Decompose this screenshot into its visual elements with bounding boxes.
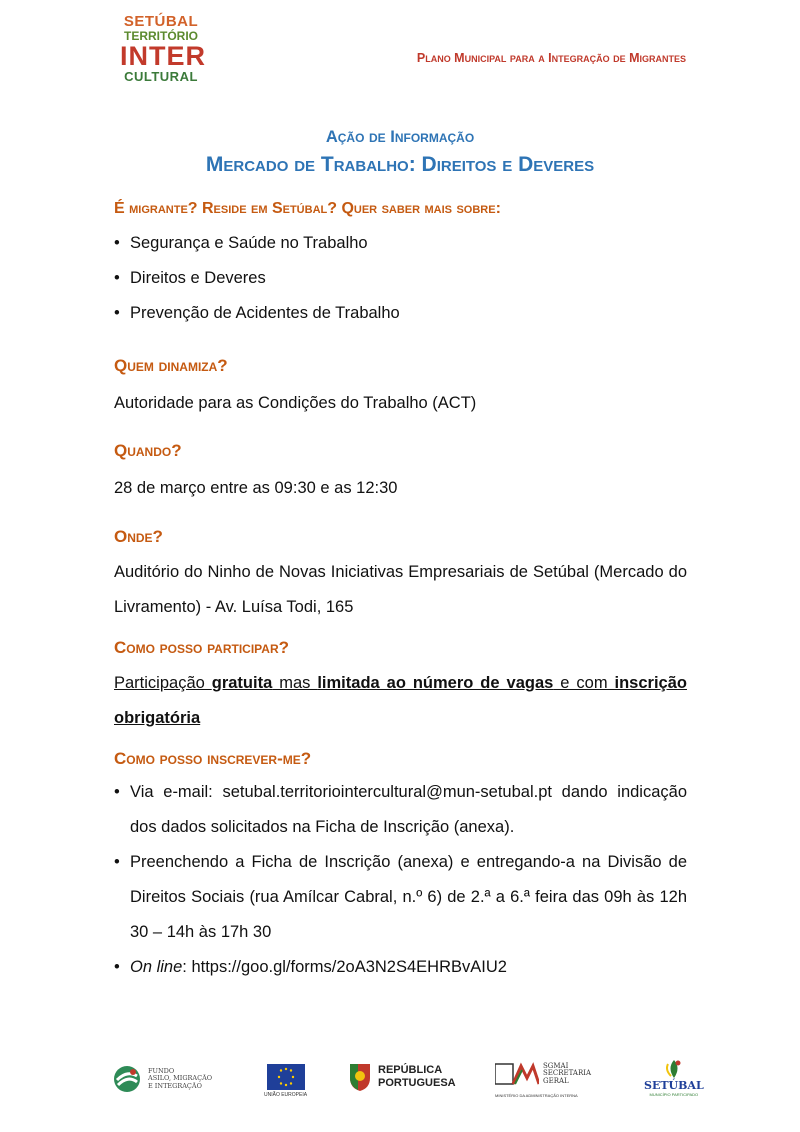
republica-line2: PORTUGUESA xyxy=(378,1077,456,1089)
setubal-municipality-logo xyxy=(644,1058,704,1097)
list-item: • Direitos e Deveres xyxy=(114,269,687,304)
sgmai-logo xyxy=(495,1061,592,1098)
logo-line4: CULTURAL xyxy=(124,69,198,84)
who-text: Autoridade para as Condições do Trabalho (ACT) xyxy=(114,394,477,412)
participate-text xyxy=(114,666,687,736)
list-item: • Segurança e Saúde no Trabalho xyxy=(114,234,687,269)
topics-list xyxy=(114,234,687,339)
eu-flag-icon xyxy=(267,1064,305,1090)
portugal-shield-icon xyxy=(348,1062,372,1092)
fami-icon xyxy=(112,1064,142,1094)
eu-logo xyxy=(264,1064,307,1098)
participate-t3: e com xyxy=(553,673,615,692)
intro-heading: É migrante? Reside em Setúbal? Quer saber mais sobre: xyxy=(114,200,501,217)
when-heading: Quando? xyxy=(114,441,182,461)
register-list xyxy=(114,775,687,985)
sgmai-line: SGMAI xyxy=(543,1061,569,1070)
sgmai-lines xyxy=(543,1063,591,1085)
sgmai-text xyxy=(543,1063,591,1085)
sgmai-line: SECRETARIA xyxy=(543,1069,592,1078)
register-heading: Como posso inscrever-me? xyxy=(114,748,312,768)
when-text: 28 de março entre as 09:30 e as 12:30 xyxy=(114,479,398,498)
fami-line: E INTEGRAÇÃO xyxy=(148,1081,202,1090)
logo-line1: SETÚBAL xyxy=(123,13,199,30)
who-heading: Quem dinamiza? xyxy=(114,356,228,375)
fami-text xyxy=(148,1068,212,1089)
list-item: • Via e-mail: setubal.territoriointercultural@mun-setubal.pt dando indicação dos dados solicitados na Ficha de Inscrição (anexa). xyxy=(114,775,687,845)
fami-line: FUNDO xyxy=(148,1067,175,1076)
participate-free: gratuita xyxy=(211,673,273,692)
main-content xyxy=(114,200,687,985)
setubal-emblem-icon xyxy=(659,1058,689,1080)
fami-line: ASILO, MIGRAÇÃO xyxy=(148,1074,213,1083)
republica-logo xyxy=(348,1062,456,1092)
document-subtitle: Ação de Informação xyxy=(325,128,475,146)
logo-line3: INTER xyxy=(120,41,206,71)
sgmai-line: GERAL xyxy=(543,1076,569,1085)
republica-line1: REPÚBLICA xyxy=(378,1063,443,1076)
where-heading: Onde? xyxy=(114,526,163,546)
setubal-text: SETÚBAL xyxy=(644,1079,704,1092)
eu-text: UNIÃO EUROPEIA xyxy=(264,1092,308,1098)
participate-limited: limitada ao número de vagas xyxy=(317,673,554,692)
footer-logos xyxy=(112,1058,712,1108)
sgmai-subtext: MINISTÉRIO DA ADMINISTRAÇÃO INTERNA xyxy=(495,1093,578,1098)
document-title: Mercado de Trabalho: Direitos e Deveres xyxy=(205,153,595,176)
participate-t1: Participação xyxy=(114,673,212,692)
list-item xyxy=(114,950,687,985)
online-label: On line xyxy=(130,957,183,976)
sgmai-emblem-icon xyxy=(495,1062,539,1086)
fami-logo xyxy=(112,1064,212,1094)
participate-heading: Como posso participar? xyxy=(114,637,290,657)
setubal-subtext: MUNICÍPIO PARTICIPADO xyxy=(649,1092,699,1097)
list-item: • Preenchendo a Ficha de Inscrição (anexa) e entregando-a na Divisão de Direitos Sociais (rua Amílcar Cabral, n.º 6) de 2.ª a 6.ª feira das 09h às 12h 30 – 14h às 17h 30 xyxy=(114,845,687,950)
setubal-intercultural-logo xyxy=(120,13,206,84)
logo-line2: TERRITÓRIO xyxy=(124,29,198,43)
participate-mandatory: inscrição obrigatória xyxy=(114,673,687,727)
participate-t2: mas xyxy=(272,673,318,692)
republica-text xyxy=(378,1064,456,1090)
list-item: • Prevenção de Acidentes de Trabalho xyxy=(114,304,687,339)
plan-title: Plano Municipal para a Integração de Migrantes xyxy=(416,51,686,65)
where-text: Auditório do Ninho de Novas Iniciativas Empresariais de Setúbal (Mercado do Livramento) - Av. Luísa Todi, 165 xyxy=(114,562,687,616)
online-link[interactable]: : https://goo.gl/forms/2oA3N2S4EHRBvAIU2 xyxy=(182,957,507,976)
